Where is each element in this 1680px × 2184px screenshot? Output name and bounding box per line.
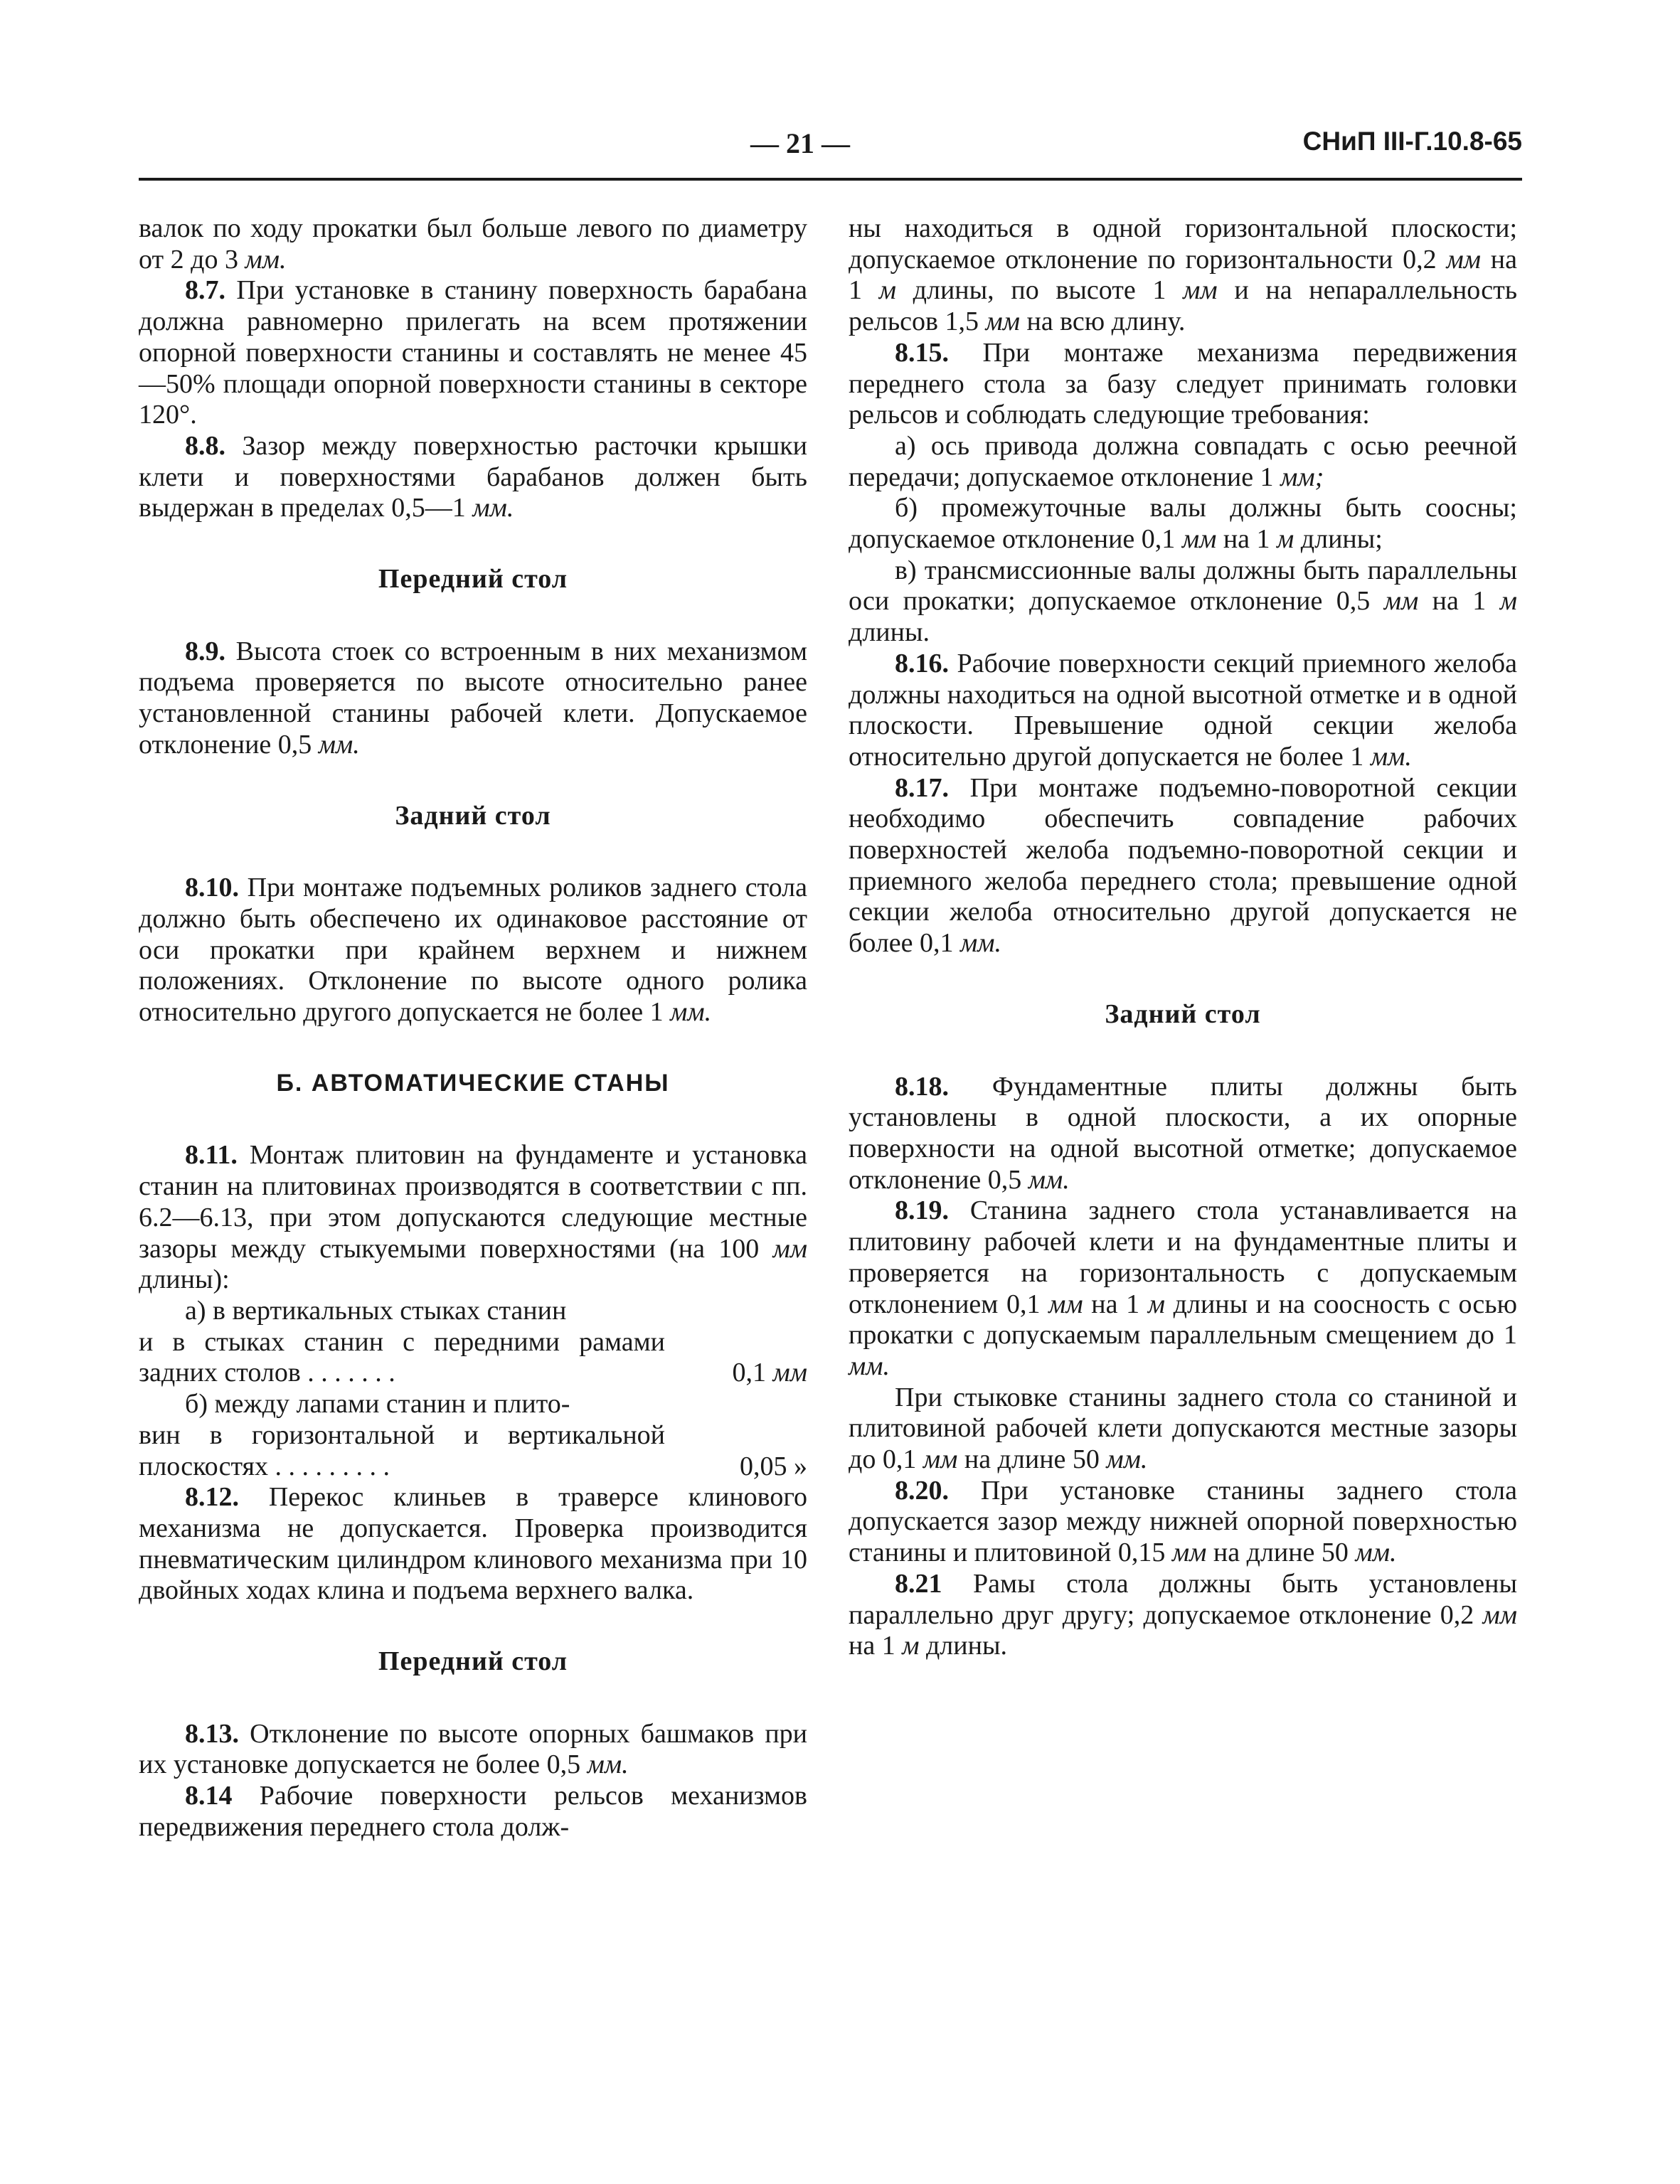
tolerance-row-b <box>139 1389 807 1482</box>
paragraph-continuation: валок по ходу прокатки был больше левого по диаметру от 2 до 3 мм. <box>139 213 807 275</box>
header-rule <box>139 178 1522 181</box>
tolerance-row-a-text: и в стыках станин с передними рамами задних столов . . . . . . . <box>139 1326 665 1388</box>
clause-8-20: 8.20. При установке станины заднего стола допускается зазор между нижней опорной поверхностью станины и плитовиной 0,15 мм на длине 50 мм. <box>849 1475 1517 1568</box>
clause-8-11: 8.11. Монтаж плитовин на фундаменте и установка станин на плитовинах производятся в соответствии с пп. 6.2—6.13, при этом допускаются следующие местные зазоры между стыкуемыми поверхностями (на 100 мм длины): <box>139 1140 808 1295</box>
clause-8-12: 8.12. Перекос клиньев в траверсе клинового механизма не допускается. Проверка производится пневматическим цилиндром клинового механизма при 10 двойных ходах клина и подъема верхнего валка. <box>139 1482 808 1606</box>
section-heading-front-table-2: Передний стол <box>378 1646 568 1677</box>
clause-8-10: 8.10. При монтаже подъемных роликов заднего стола должно быть обеспечено их одинаковое расстояние от оси прокатки при крайнем верхнем и нижнем положениях. Отклонение по высоте одного ролика относительно другого допускается не более 1 мм. <box>139 873 807 1028</box>
clause-8-13: 8.13. Отклонение по высоте опорных башмаков при их установке допускается не более 0,5 мм. <box>139 1718 808 1780</box>
clause-8-15-c: в) трансмиссионные валы должны быть параллельны оси прокатки; допускаемое отклонение 0,5 мм на 1 м длины. <box>849 555 1517 648</box>
section-heading-back-table: Задний стол <box>395 800 551 831</box>
page-number: — 21 — <box>750 127 850 159</box>
clause-8-9: 8.9. Высота стоек со встроенным в них механизмом подъема проверяется по высоте относительно ранее установленной станины рабочей клети. Допускаемое отклонение 0,5 мм. <box>139 636 807 760</box>
tolerance-row-b-title: б) между лапами станин и плито- <box>185 1389 570 1419</box>
clause-8-14: 8.14 Рабочие поверхности рельсов механизмов передвижения переднего стола долж- <box>139 1781 807 1842</box>
tolerance-row-b-text: вин в горизонтальной и вертикальной плоскостях . . . . . . . . . <box>139 1419 665 1481</box>
clause-8-14-continuation: ны находиться в одной горизонтальной плоскости; допускаемое отклонение по горизонтальности 0,2 мм на 1 м длины, по высоте 1 мм и на непараллельность рельсов 1,5 мм на всю длину. <box>849 213 1518 337</box>
section-heading-back-table-2: Задний стол <box>1105 998 1261 1029</box>
tolerance-row-a-value: 0,1 мм <box>732 1358 807 1388</box>
page-header <box>139 127 1522 169</box>
clause-8-18: 8.18. Фундаментные плиты должны быть установлены в одной плоскости, а их опорные поверхности на одной высотной отметке; допускаемое отклонение 0,5 мм. <box>849 1071 1518 1195</box>
tolerance-row-a-title: а) в вертикальных стыках станин <box>185 1295 567 1326</box>
clause-8-15-b: б) промежуточные валы должны быть соосны; допускаемое отклонение 0,1 мм на 1 м длины; <box>849 493 1517 555</box>
tolerance-row-a <box>139 1296 807 1389</box>
section-heading-front-table: Передний стол <box>378 564 568 595</box>
clause-8-19: 8.19. Станина заднего стола устанавливается на плитовину рабочей клети и на фундаментные плиты и проверяется на горизонтальность с допускаемым отклонением 0,1 мм на 1 м длины и на соосность с осью прокатки с допускаемым параллельным смещением до 1 мм. <box>849 1195 1518 1381</box>
document-code: СНиП III-Г.10.8-65 <box>1302 127 1522 156</box>
clause-8-15-a: а) ось привода должна совпадать с осью реечной передачи; допускаемое отклонение 1 мм; <box>849 430 1517 492</box>
left-column <box>139 213 807 1843</box>
clause-8-21: 8.21 Рамы стола должны быть установлены параллельно друг другу; допускаемое отклонение 0,2 мм на 1 м длины. <box>849 1568 1518 1661</box>
clause-8-8: 8.8. Зазор между поверхностью расточки крышки клети и поверхностями барабанов должен быть выдержан в пределах 0,5—1 мм. <box>139 430 808 523</box>
clause-8-15: 8.15. При монтаже механизма передвижения переднего стола за базу следует принимать головки рельсов и соблюдать следующие требования: <box>849 337 1517 430</box>
clause-8-17: 8.17. При монтаже подъемно-поворотной секции необходимо обеспечить совпадение рабочих поверхностей желоба подъемно-поворотной секции и приемного желоба переднего стола; превышение одной секции желоба относительно другой допускается не более 0,1 мм. <box>849 772 1517 959</box>
clause-8-16: 8.16. Рабочие поверхности секций приемного желоба должны находиться на одной высотной отметке и в одной плоскости. Превышение одной секции желоба относительно другой допускается не более 1 мм. <box>849 648 1518 772</box>
tolerance-row-b-value: 0,05 » <box>740 1451 807 1481</box>
section-heading-automatic-mills: Б. АВТОМАТИЧЕСКИЕ СТАНЫ <box>276 1069 670 1097</box>
clause-8-19-joint: При стыковке станины заднего стола со станиной и плитовиной рабочей клети допускаются местные зазоры до 0,1 мм на длине 50 мм. <box>849 1382 1517 1475</box>
right-column <box>849 213 1517 1662</box>
clause-8-7: 8.7. При установке в станину поверхность барабана должна равномерно прилегать на всем протяжении опорной поверхности станины и составлять не менее 45—50% площади опорной поверхности станины в секторе 120°. <box>139 275 807 430</box>
